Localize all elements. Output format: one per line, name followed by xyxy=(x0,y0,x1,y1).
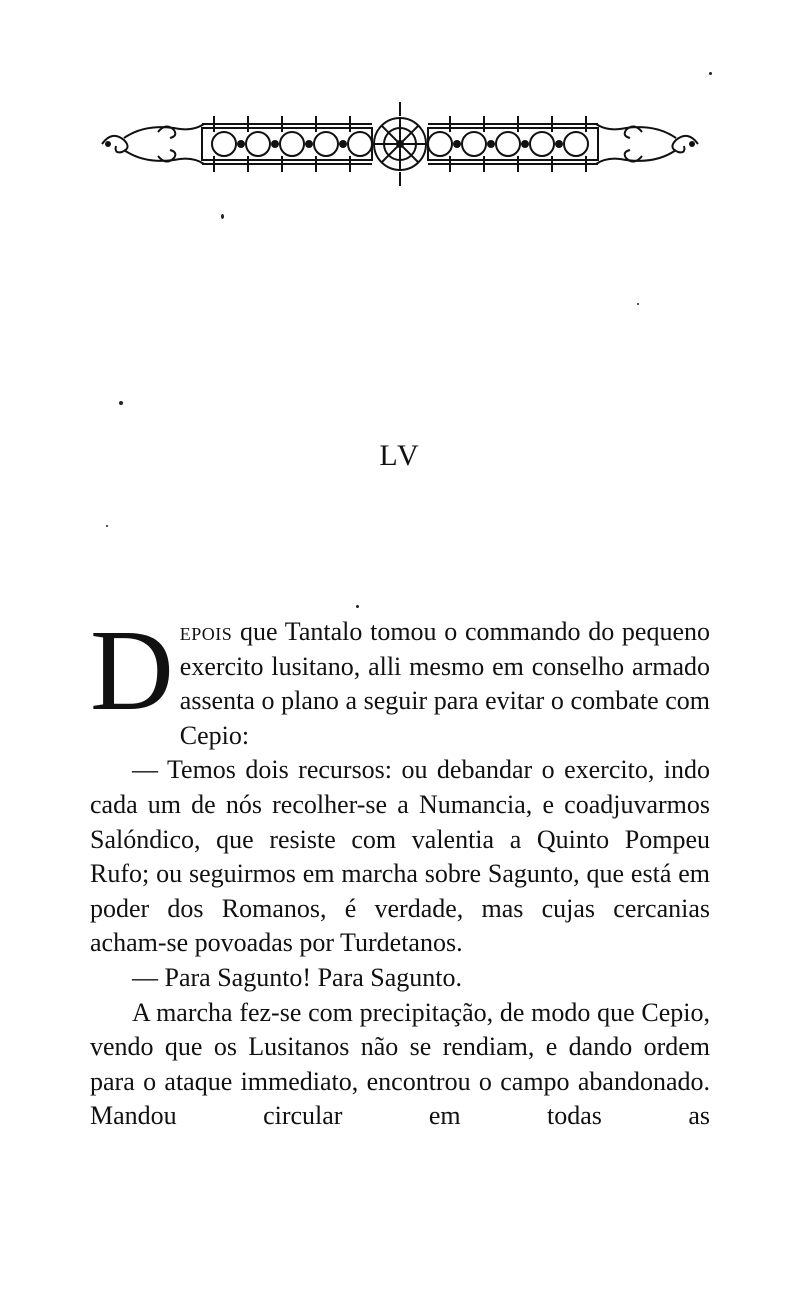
paragraph: — Para Sagunto! Para Sagunto. xyxy=(132,962,463,992)
paragraph: — Temos dois recursos: ou debandar o exercito, indo cada um de nós recolher-se a Numancia, e coadjuvarmos Salóndico, que resiste com valentia a Quinto Pompeu Rufo; ou seguirmos em marcha sobre Sagunto, que está em poder dos Romanos, é verdade, mas cujas cercanias acham-se povoadas por Turdetanos. xyxy=(90,755,710,958)
drop-cap: D xyxy=(90,607,174,735)
chapter-heading: LV xyxy=(379,439,421,472)
body-text xyxy=(90,607,711,1134)
print-speck xyxy=(709,72,712,75)
print-speck xyxy=(356,605,359,608)
opening-text: que Tantalo tomou o commando do pequeno exercito lusitano, alli mesmo em conselho armado assenta o plano a seguir para evitar o combate com Cepio: xyxy=(179,617,711,750)
opening-paragraph xyxy=(90,607,711,753)
header-ornament xyxy=(98,98,702,190)
print-speck xyxy=(106,525,108,527)
small-caps-lead: epois xyxy=(179,617,233,646)
paragraph: A marcha fez-se com precipitação, de modo que Cepio, vendo que os Lusitanos não se rendiam, e dando ordem para o ataque immediato, encontrou o campo abandonado. Mandou circular em todas as xyxy=(90,997,710,1131)
print-speck xyxy=(221,214,224,219)
print-speck xyxy=(637,303,639,305)
print-speck xyxy=(119,401,123,405)
